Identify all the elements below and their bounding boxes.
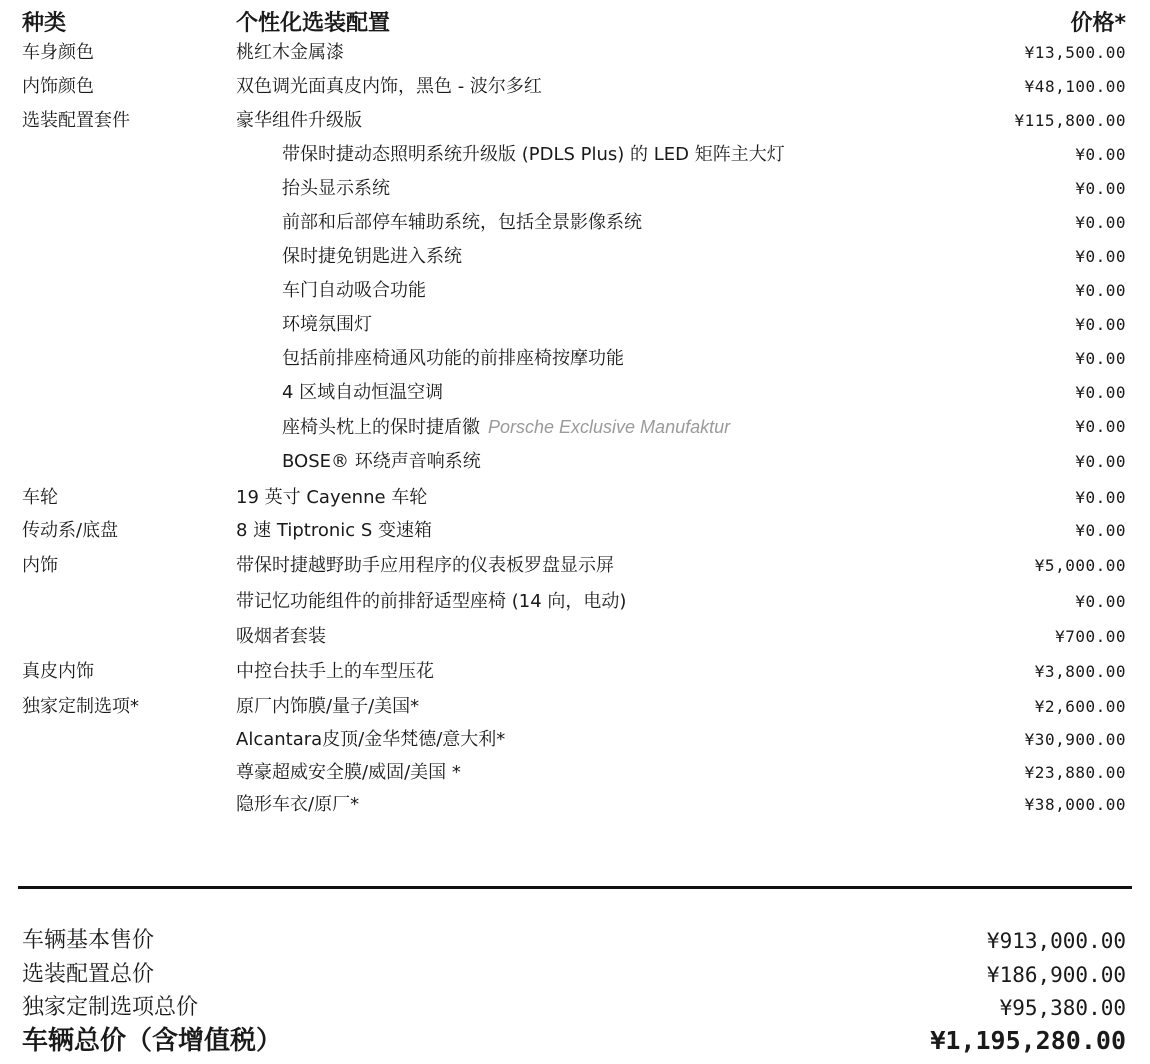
row-option-wrapper	[282, 344, 624, 374]
row-option-wrapper	[236, 692, 419, 722]
table-row	[0, 516, 1150, 546]
row-price: ¥3,800.00	[1034, 662, 1126, 681]
row-category: 真皮内饰	[22, 661, 94, 682]
table-row	[0, 140, 1150, 170]
row-category: 内饰颜色	[22, 76, 94, 97]
row-option-wrapper	[236, 758, 461, 788]
row-option: 环境氛围灯	[282, 314, 372, 335]
table-row	[0, 378, 1150, 408]
row-option-wrapper	[236, 657, 434, 687]
row-option-wrapper	[282, 378, 443, 408]
base-price-row	[0, 924, 1150, 958]
row-price: ¥0.00	[1075, 315, 1126, 334]
row-option: 8 速 Tiptronic S 变速箱	[236, 520, 433, 541]
row-price: ¥0.00	[1075, 213, 1126, 232]
row-price: ¥5,000.00	[1034, 556, 1126, 575]
table-row	[0, 208, 1150, 238]
summary-divider	[18, 886, 1132, 889]
row-option: 抬头显示系统	[282, 178, 390, 199]
row-option: 双色调光面真皮内饰，黑色 - 波尔多红	[236, 76, 542, 97]
row-option: 豪华组件升级版	[236, 110, 362, 131]
row-price: ¥2,600.00	[1034, 697, 1126, 716]
base-price-value: ¥913,000.00	[986, 929, 1126, 953]
options-total-value: ¥186,900.00	[986, 963, 1126, 987]
table-row	[0, 587, 1150, 617]
table-header	[0, 4, 1150, 38]
row-price: ¥700.00	[1055, 627, 1126, 646]
row-option: 带保时捷动态照明系统升级版 (PDLS Plus) 的 LED 矩阵主大灯	[282, 144, 785, 165]
row-option-note: Porsche Exclusive Manufaktur	[488, 417, 731, 437]
row-price: ¥0.00	[1075, 145, 1126, 164]
row-option-wrapper	[236, 790, 359, 820]
table-row	[0, 725, 1150, 755]
row-option: BOSE® 环绕声音响系统	[282, 451, 481, 472]
row-option: 桃红木金属漆	[236, 42, 344, 63]
row-price: ¥23,880.00	[1024, 763, 1126, 782]
table-row	[0, 174, 1150, 204]
row-option: 座椅头枕上的保时捷盾徽	[282, 417, 480, 438]
row-price: ¥30,900.00	[1024, 730, 1126, 749]
row-price: ¥0.00	[1075, 521, 1126, 540]
row-price: ¥48,100.00	[1024, 77, 1126, 96]
base-price-label: 车辆基本售价	[22, 928, 155, 953]
row-option: 中控台扶手上的车型压花	[236, 661, 434, 682]
row-option: Alcantara皮顶/金华梵德/意大利*	[236, 729, 506, 750]
table-row	[0, 790, 1150, 820]
table-row	[0, 551, 1150, 581]
exclusive-total-label: 独家定制选项总价	[22, 995, 199, 1020]
row-option-wrapper	[282, 447, 481, 477]
row-price: ¥0.00	[1075, 179, 1126, 198]
row-price: ¥38,000.00	[1024, 795, 1126, 814]
table-row	[0, 657, 1150, 687]
row-option: 4 区域自动恒温空调	[282, 382, 444, 403]
row-option: 19 英寸 Cayenne 车轮	[236, 487, 428, 508]
row-option-wrapper	[282, 310, 372, 340]
table-row	[0, 412, 1150, 442]
row-option-wrapper	[236, 622, 326, 652]
row-category: 独家定制选项*	[22, 696, 139, 717]
row-category: 车身颜色	[22, 42, 94, 63]
grand-total-value: ¥1,195,280.00	[930, 1026, 1126, 1055]
row-option-wrapper	[236, 516, 432, 546]
row-option: 尊豪超威安全膜/威固/美国 *	[236, 762, 461, 783]
table-row	[0, 692, 1150, 722]
row-price: ¥0.00	[1075, 349, 1126, 368]
header-price: 价格*	[1070, 11, 1126, 36]
row-option-wrapper	[236, 551, 614, 581]
table-row	[0, 242, 1150, 272]
row-option: 带记忆功能组件的前排舒适型座椅 (14 向，电动)	[236, 591, 627, 612]
row-option-wrapper	[236, 106, 362, 136]
row-category: 车轮	[22, 487, 58, 508]
table-row	[0, 447, 1150, 477]
table-row	[0, 483, 1150, 513]
table-row	[0, 310, 1150, 340]
row-option-wrapper	[236, 483, 427, 513]
row-option: 带保时捷越野助手应用程序的仪表板罗盘显示屏	[236, 555, 614, 576]
table-row	[0, 758, 1150, 788]
row-price: ¥0.00	[1075, 417, 1126, 436]
row-option-wrapper	[236, 587, 626, 617]
row-price: ¥0.00	[1075, 383, 1126, 402]
header-category: 种类	[22, 11, 67, 36]
row-option-wrapper	[282, 140, 785, 170]
row-option: 前部和后部停车辅助系统，包括全景影像系统	[282, 212, 642, 233]
row-option: 隐形车衣/原厂*	[236, 794, 360, 815]
row-option-wrapper	[282, 208, 642, 238]
row-price: ¥0.00	[1075, 488, 1126, 507]
table-row	[0, 38, 1150, 68]
row-price: ¥13,500.00	[1024, 43, 1126, 62]
options-total-row	[0, 958, 1150, 992]
row-price: ¥0.00	[1075, 592, 1126, 611]
row-category: 内饰	[22, 555, 58, 576]
row-category: 选装配置套件	[22, 110, 130, 131]
row-category: 传动系/底盘	[22, 520, 119, 541]
row-option-wrapper	[282, 412, 730, 443]
grand-total-row	[0, 1024, 1150, 1058]
row-price: ¥115,800.00	[1014, 111, 1126, 130]
row-option-wrapper	[236, 72, 542, 102]
grand-total-label: 车辆总价（含增值税）	[22, 1026, 283, 1056]
table-row	[0, 344, 1150, 374]
options-total-label: 选装配置总价	[22, 962, 155, 987]
row-option-wrapper	[282, 242, 462, 272]
table-row	[0, 72, 1150, 102]
row-option-wrapper	[236, 725, 505, 755]
row-option: 车门自动吸合功能	[282, 280, 426, 301]
exclusive-total-row	[0, 991, 1150, 1025]
row-price: ¥0.00	[1075, 452, 1126, 471]
header-option: 个性化选装配置	[236, 11, 391, 36]
table-row	[0, 622, 1150, 652]
row-option-wrapper	[236, 38, 344, 68]
row-option: 包括前排座椅通风功能的前排座椅按摩功能	[282, 348, 624, 369]
row-price: ¥0.00	[1075, 281, 1126, 300]
row-option: 吸烟者套装	[236, 626, 326, 647]
row-option: 原厂内饰膜/量子/美国*	[236, 696, 420, 717]
row-option-wrapper	[282, 276, 426, 306]
row-option-wrapper	[282, 174, 390, 204]
exclusive-total-value: ¥95,380.00	[999, 996, 1126, 1020]
row-price: ¥0.00	[1075, 247, 1126, 266]
table-row	[0, 106, 1150, 136]
table-row	[0, 276, 1150, 306]
row-option: 保时捷免钥匙进入系统	[282, 246, 462, 267]
